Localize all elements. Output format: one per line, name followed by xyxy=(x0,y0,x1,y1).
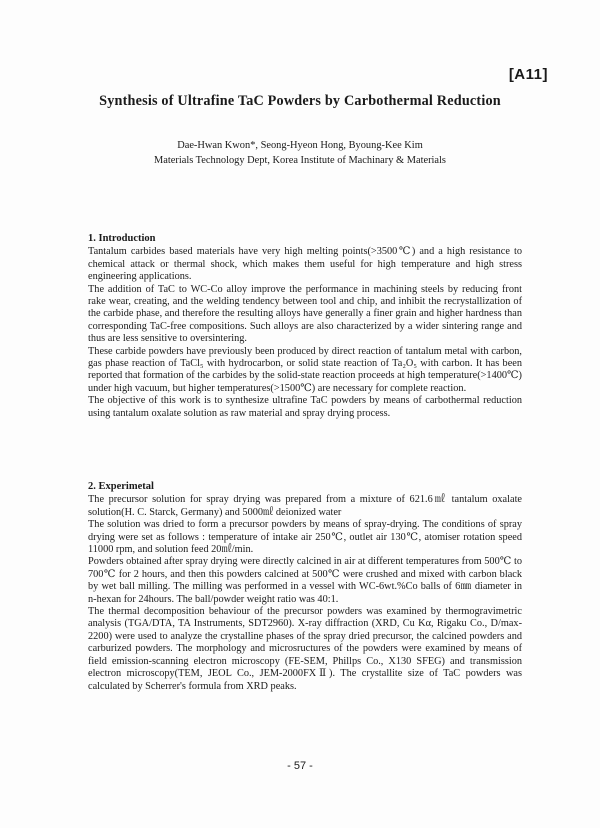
experimental-section xyxy=(88,481,522,693)
affiliation: Materials Technology Dept, Korea Institute of Machinary & Materials xyxy=(154,155,446,166)
introduction-section xyxy=(88,233,522,420)
exp-paragraph-1: The precursor solution for spray drying was prepared from a mixture of 621.6㎖ tantalum oxalate solution(H. C. Starck, Germany) and 5000㎖ deionized water xyxy=(88,494,522,518)
intro-paragraph-2: The addition of TaC to WC-Co alloy improve the performance in machining steels by reducing front rake wear, creating, and the welding tendency between tool and chip, and inhibit the recrystallization of the carbide phase, and therefore the resulting alloys have generally a finer grain and higher hardness than corresponding TaC-free compositions. Such alloys are also characterized by a wider sintering range and thus are less sensitive to oversintering. xyxy=(88,283,522,345)
paper-title: Synthesis of Ultrafine TaC Powders by Carbothermal Reduction xyxy=(99,93,501,109)
intro-paragraph-1: Tantalum carbides based materials have very high melting points(>3500℃) and a high resistance to chemical attack or thermal shock, which makes them useful for high temperature and high stress engineering applications. xyxy=(88,246,522,283)
intro-paragraph-4: The objective of this work is to synthesize ultrafine TaC powders by means of carbothermal reduction using tantalum oxalate solution as raw material and spray drying process. xyxy=(88,395,522,419)
introduction-heading: 1. Introduction xyxy=(88,233,156,244)
experimental-heading: 2. Experimetal xyxy=(88,481,154,492)
abstract-code: [A11] xyxy=(508,66,548,83)
page-number: - 57 - xyxy=(287,760,313,772)
author-list: Dae-Hwan Kwon*, Seong-Hyeon Hong, Byoung-Kee Kim xyxy=(177,140,423,151)
exp-paragraph-4: The thermal decomposition behaviour of the precursor powders was examined by thermogravimetric analysis (TGA/DTA, TA Instruments, SDT2960). X-ray diffraction (XRD, Cu Kα, Rigaku Co., D/max-2200) were used to analyze the crystalline phases of the spray dried precursor, the calcined powders and carburized powders. The morphology and microsructures of the powders were examined by means of field emission-scanning electron microscopy (FE-SEM, Phillps Co., X130 SFEG) and transmission electron microscopy(TEM, JEOL Co., JEM-2000FXⅡ). The crystallite size of TaC powders was calculated by Scherrer's formula from XRD peaks. xyxy=(88,606,522,692)
exp-paragraph-3: Powders obtained after spray drying were directly calcined in air at different temperatures from 500℃ to 700℃ for 2 hours, and then this powders calcined at 500℃ were crushed and mixed with carbon black by wet ball milling. The milling was performed in a vessel with WC-6wt.%Co balls of 6㎜ diameter in n-hexan for 24hours. The ball/powder weight ratio was 40:1. xyxy=(88,556,522,605)
intro-paragraph-3: These carbide powders have previously been produced by direct reaction of tantalum metal with carbon, gas phase reaction of TaCl₅ with hydrocarbon, or solid state reaction of Ta₂O₅ with carbon. It has been reported that formation of the carbides by the solid-state reaction proceeds at high temperature(>1400℃) under high vacuum, but higher temperatures(>1500℃) are necessary for complete reaction. xyxy=(88,345,522,394)
exp-paragraph-2: The solution was dried to form a precursor powders by means of spray-drying. The conditions of spray drying were set as follows : temperature of intake air 250℃, outlet air 130℃, atomiser rotation speed 11000 rpm, and solution feed 20㎖/min. xyxy=(88,519,522,556)
